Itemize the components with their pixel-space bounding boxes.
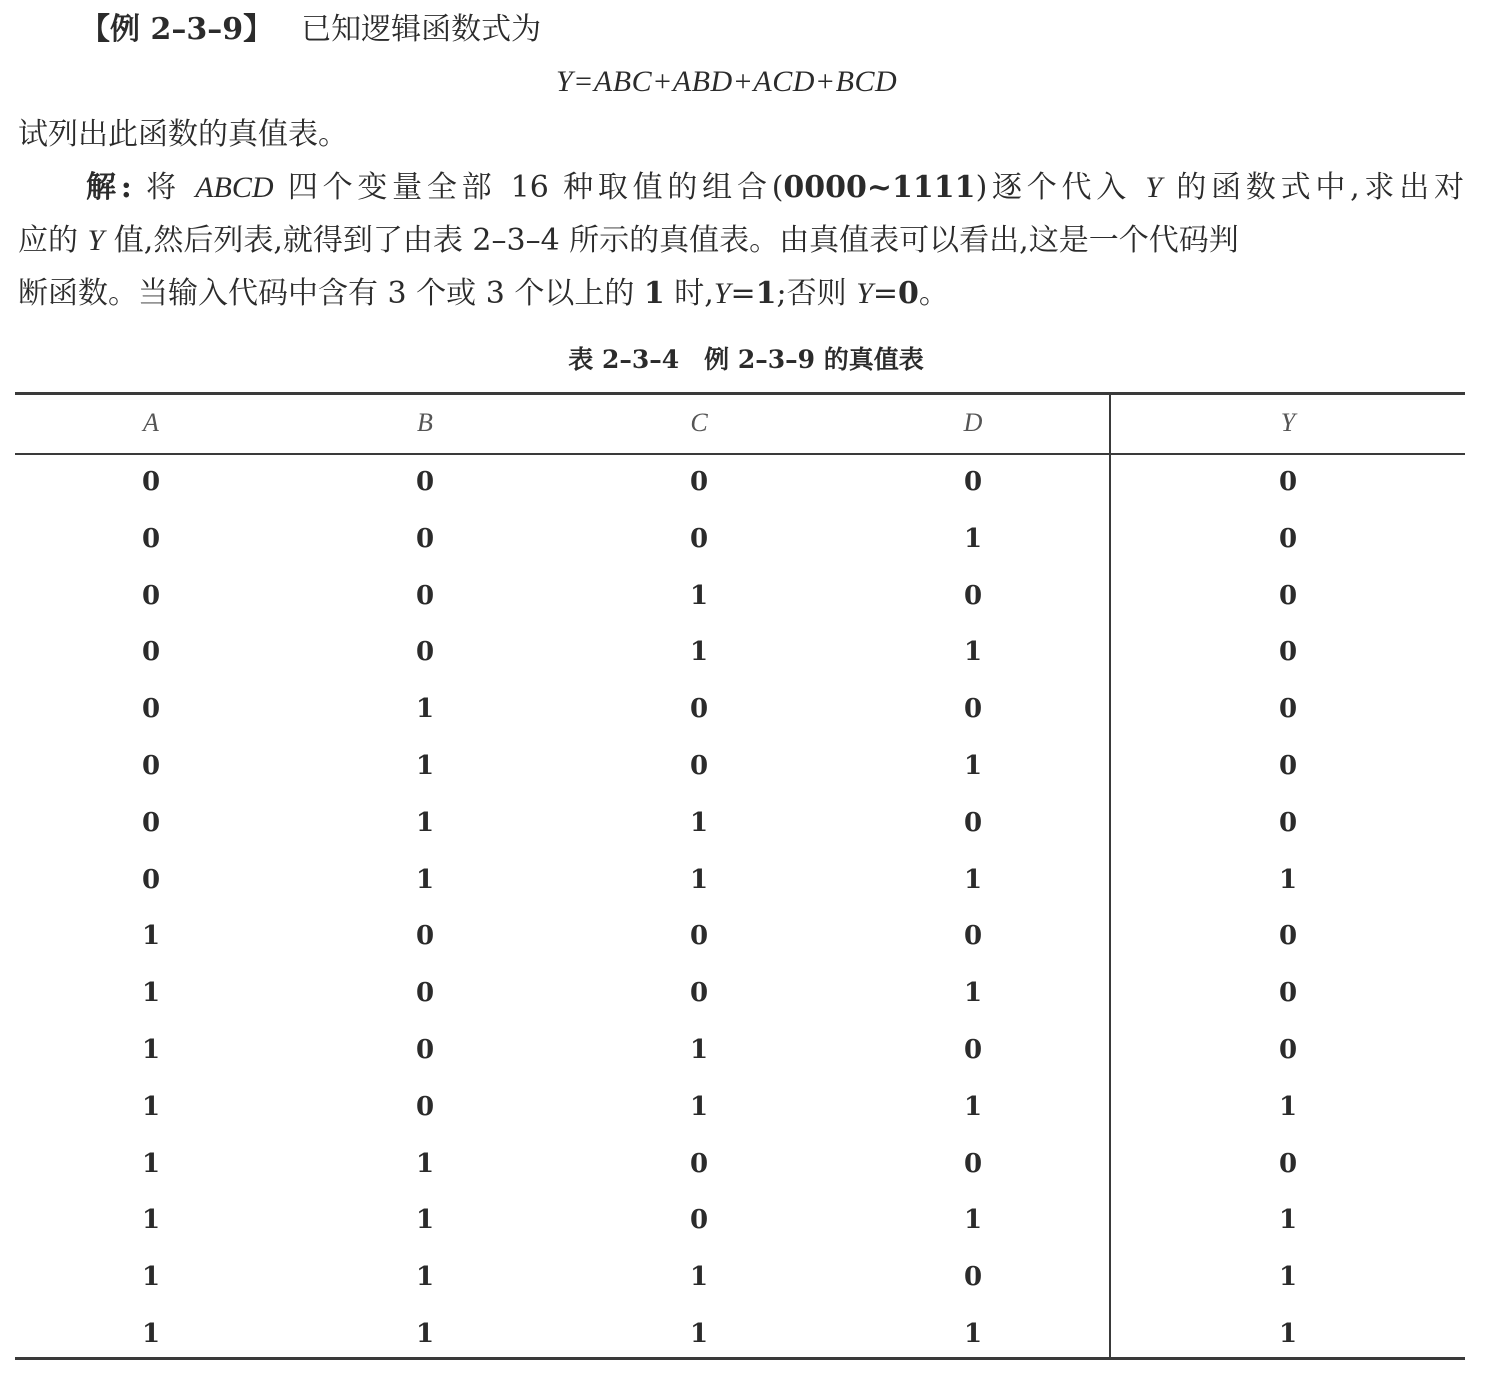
table-cell: 0 — [415, 921, 435, 952]
table-cell: 0 — [689, 694, 709, 725]
table-cell: 0 — [963, 467, 983, 497]
table-cell: 0 — [141, 751, 161, 781]
solution-text: 。 — [918, 276, 949, 311]
value-one: 1 — [755, 276, 777, 311]
table-cell: 1 — [963, 1091, 983, 1122]
table-cell: 1 — [963, 523, 983, 554]
variable-y: Y — [713, 277, 731, 310]
table-cell: 1 — [689, 1091, 709, 1122]
table-cell: 0 — [141, 637, 161, 668]
table-cell: 0 — [963, 1035, 983, 1065]
task-text: 试列出此函数的真值表。 — [18, 117, 348, 152]
table-cell: 1 — [415, 1148, 435, 1179]
equals-sign: = — [872, 276, 899, 311]
table-cell-output: 0 — [1278, 751, 1298, 781]
table-cell: 0 — [141, 864, 161, 895]
table-cell: 0 — [415, 580, 435, 611]
equals-sign: = — [730, 276, 756, 311]
table-cell: 0 — [415, 1035, 435, 1065]
table-cell: 1 — [689, 807, 709, 838]
table-cell: 1 — [963, 1319, 983, 1349]
table-cell-output: 0 — [1278, 694, 1298, 725]
solution-text: ;否则 — [776, 276, 847, 311]
table-cell: 0 — [689, 1148, 709, 1179]
example-label: 【例 2–3–9】 — [80, 12, 274, 47]
solution-line-1 — [86, 168, 1464, 208]
table-cell: 1 — [689, 1262, 709, 1293]
table-cell: 0 — [689, 1205, 709, 1236]
table-cell: 1 — [141, 1091, 161, 1122]
table-cell: 1 — [689, 1319, 709, 1349]
table-cell: 0 — [141, 580, 161, 611]
table-cell: 1 — [141, 1035, 161, 1065]
table-cell: 1 — [141, 1148, 161, 1179]
table-cell: 1 — [141, 978, 161, 1009]
variable-y: Y — [856, 277, 873, 310]
table-cell: 1 — [141, 1205, 161, 1236]
solution-line-2 — [18, 221, 1464, 261]
table-cell-output: 0 — [1278, 580, 1298, 611]
table-cell: 0 — [689, 523, 709, 554]
solution-text: )逐个代入 — [975, 170, 1132, 205]
table-cell: 1 — [963, 751, 983, 781]
table-cell-output: 0 — [1278, 523, 1298, 554]
table-cell: 0 — [689, 751, 709, 781]
table-cell: 0 — [689, 467, 709, 497]
table-cell: 0 — [963, 1262, 983, 1293]
table-cell: 1 — [689, 637, 709, 668]
variable-y: Y — [87, 224, 105, 257]
solution-text: 将 — [146, 170, 181, 205]
table-cell: 0 — [141, 523, 161, 554]
header-c: C — [690, 408, 708, 437]
table-cell-output: 0 — [1278, 1148, 1298, 1179]
variables-abcd: ABCD — [195, 171, 274, 204]
header-b: B — [417, 408, 433, 437]
table-top-rule — [15, 392, 1465, 395]
table-bottom-rule — [15, 1357, 1465, 1360]
value-zero: 0 — [898, 276, 919, 311]
table-cell: 1 — [689, 580, 709, 611]
value-one: 1 — [643, 276, 665, 311]
table-cell-output: 0 — [1278, 467, 1298, 497]
table-cell: 1 — [963, 864, 983, 895]
table-cell-output: 1 — [1278, 864, 1298, 895]
solution-label: 解: — [86, 170, 132, 205]
table-cell-output: 1 — [1278, 1262, 1298, 1293]
table-cell: 1 — [963, 637, 983, 668]
table-cell: 1 — [689, 864, 709, 895]
table-caption: 表 2–3–4 例 2–3–9 的真值表 — [568, 345, 924, 374]
table-cell: 1 — [415, 1262, 435, 1293]
table-cell: 1 — [141, 921, 161, 952]
table-cell: 1 — [415, 1205, 435, 1236]
table-cell-output: 0 — [1278, 637, 1298, 668]
table-cell: 1 — [415, 1319, 435, 1349]
table-cell: 1 — [415, 751, 435, 781]
header-d: D — [963, 408, 983, 437]
table-cell: 0 — [415, 523, 435, 554]
table-cell: 1 — [141, 1319, 161, 1349]
table-cell-output: 0 — [1278, 1035, 1298, 1065]
table-cell: 0 — [963, 1148, 983, 1179]
header-a: A — [143, 408, 159, 437]
variable-y: Y — [1145, 171, 1163, 204]
table-cell-output: 0 — [1278, 978, 1298, 1009]
table-cell: 0 — [963, 580, 983, 611]
table-cell-output: 1 — [1278, 1319, 1298, 1349]
table-cell-output: 0 — [1278, 921, 1298, 952]
solution-text: 的函数式中,求出对 — [1176, 170, 1464, 205]
solution-text: 应的 — [18, 223, 78, 258]
table-cell-output: 1 — [1278, 1091, 1298, 1122]
example-heading — [80, 10, 1464, 50]
output-column-divider — [1109, 393, 1111, 1359]
table-cell: 0 — [415, 978, 435, 1009]
solution-line-3 — [18, 274, 1464, 314]
solution-text: 时, — [674, 276, 714, 311]
solution-text: 值,然后列表,就得到了由表 2–3–4 所示的真值表。由真值表可以看出,这是一个代码判 — [113, 223, 1239, 258]
table-cell: 1 — [963, 1205, 983, 1236]
table-cell: 0 — [963, 921, 983, 952]
header-y: Y — [1280, 408, 1296, 437]
table-cell: 0 — [963, 694, 983, 725]
table-cell: 0 — [415, 467, 435, 497]
example-prompt: 已知逻辑函数式为 — [301, 12, 542, 47]
table-cell: 1 — [415, 694, 435, 725]
table-header-rule — [15, 453, 1465, 455]
table-cell-output: 1 — [1278, 1205, 1298, 1236]
table-cell: 0 — [963, 807, 983, 838]
table-cell: 1 — [415, 864, 435, 895]
table-cell: 0 — [141, 694, 161, 725]
table-cell: 1 — [415, 807, 435, 838]
table-cell: 1 — [141, 1262, 161, 1293]
table-cell-output: 0 — [1278, 807, 1298, 838]
table-cell: 0 — [689, 978, 709, 1009]
table-cell: 0 — [141, 467, 161, 497]
table-cell: 0 — [415, 637, 435, 668]
table-cell: 1 — [689, 1035, 709, 1065]
solution-text: 断函数。当输入代码中含有 3 个或 3 个以上的 — [18, 276, 635, 311]
table-cell: 0 — [689, 921, 709, 952]
table-cell: 0 — [415, 1091, 435, 1122]
logic-formula: Y=ABC+ABD+ACD+BCD — [556, 65, 898, 98]
value-range: 0000~1111 — [783, 170, 976, 205]
table-cell: 0 — [141, 807, 161, 838]
table-cell: 1 — [963, 978, 983, 1009]
solution-text: 四个变量全部 16 种取值的组合( — [287, 170, 784, 205]
